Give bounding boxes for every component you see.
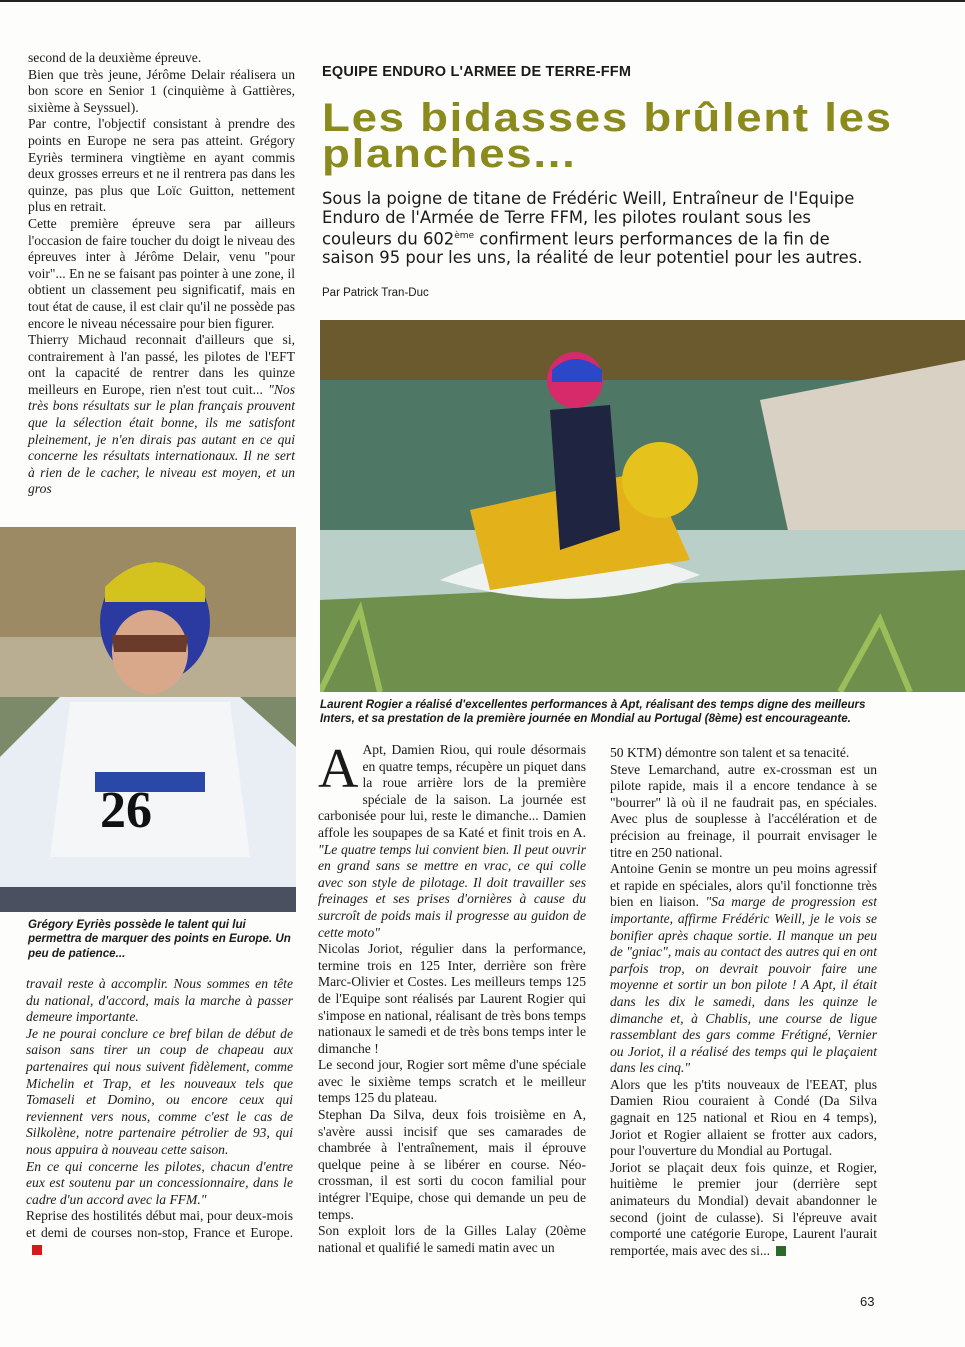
rider-photo-illustration [0,527,296,912]
motocross-photo-caption: Laurent Rogier a réalisé d'excellentes performances à Apt, réalisant des temps digne des meilleurs Inters, et sa prestation de la première journée en Mondial au Portugal (8ème) est encourageante. [320,698,866,726]
paragraph [26,1208,293,1258]
paragraph [318,738,586,941]
text-run: Reprise des hostilités début mai, pour deux-mois et demi de courses non-stop, France et Europe. [26,1208,293,1240]
svg-text:26: 26 [100,782,152,839]
paragraph: Stephan Da Silva, deux fois troisième en A, s'avère aussi incisif que ses camarades de chambrée à l'entraînement, mais il éprouve quelque peine à se libérer en course. Néo-crossman, il est sorti du cocon familial pour intégrer l'Equipe, chose qui demande un peu de temps. [318,1107,586,1222]
headline: Les bidasses brûlent les planches... [322,96,893,176]
drop-cap: A [318,738,359,800]
lead-text-end: confirment leurs performances de la fin de saison 95 pour les uns, la réalité de leur potentiel pour les autres. [322,229,863,268]
column-1-top [28,50,295,498]
paragraph: second de la deuxième épreuve. [28,50,202,65]
text-run: Apt, Damien Riou, qui roule désormais en quatre temps, récupère un piquet dans la roue arrière lors de la première spéciale de la saison. La journée est carbonisée pour lui, reste le dimanche... Damien affole les soupapes de sa Katé et finit trois en A. [318,742,586,840]
text-run: Antoine Genin se montre un peu moins agressif et rapide en spéciales, alors qu'il fonctionne très bien en liaison. [610,861,877,910]
quote-run: "Nos très bons résultats sur le plan français prouvent que la sélection était bonne, ils me satisfont pleinement, je n'en dirais pas autant en ce qui concerne les résultats internationaux. Il ne sert à rien de le cacher, le niveau est moyen, et un gros [28,381,295,497]
lead-text: Sous la poigne de titane de Frédéric Weill, Entraîneur de l'Equipe Enduro de l'Armée de Terre FFM, les pilotes roulant sous les couleurs du 602 [322,189,855,249]
paragraph: Steve Lemarchand, autre ex-crossman est un pilote rapide, mais il a encore tendance à se "bourrer" là où il ne faudrait pas, en spéciales. Avec plus de souplesse à l'accélération et de précision au freinage, il pourrait envisager le titre en 250 national. [610,761,877,860]
paragraph [610,861,877,1077]
quote-run: "Le quatre temps lui convient bien. Il peut ouvrir en grand sans se mettre en vrac, ce qui colle avec son style de pilotage. Il doit travailler ses freinages et ses prises d'ornières à cause du surcroît de poids mais il progresse au guidon de cette moto" [318,841,586,940]
paragraph: Le second jour, Rogier sort même d'une spéciale avec le sixième temps scratch et le meilleur temps 125 du plateau. [318,1057,586,1106]
paragraph: Bien que très jeune, Jérôme Delair réalisera un bon score en Senior 1 (cinquième à Gattières, sixième à Seyssuel). [28,66,295,115]
paragraph: Son exploit lors de la Gilles Lalay (20ème national et qualifié le samedi matin avec un [318,1223,586,1255]
paragraph [610,1160,877,1260]
lead-paragraph [322,190,882,268]
top-rule [0,0,965,2]
column-1-bottom [26,976,293,1258]
motocross-photo [320,320,965,692]
end-mark-icon [776,1246,786,1256]
page-number: 63 [860,1294,875,1309]
lead-superscript: ème [454,231,475,242]
byline: Par Patrick Tran-Duc [322,287,429,299]
text-run: Thierry Michaud reconnait d'ailleurs que si, contrairement à l'an passé, les pilotes de l'EFT ont la capacité de rentrer dans les quinze meilleurs en Europe, rien n'est tout cuit... [28,332,295,397]
quote-paragraph: Je ne pourai conclure ce bref bilan de début de saison sans tirer un coup de chapeau aux partenaires qui nous suivent fidèlement, comme Michelin et Trap, et les nouveaux tels que Tomaseli et Domino, ou encore ceux qui reviennent vers nous, comme c'est le cas de Silkolène, notre partenaire pétrolier de 93, qui nous appuira à nouveau cette saison. [26,1025,293,1157]
paragraph: Cette première épreuve sera par ailleurs l'occasion de faire toucher du doigt le niveau des épreuves inter à Jérôme Delair, venu "pour voir"... En ne se faisant pas pointer à une zone, il obtient un classement peu significatif, mais en tout état de cause, il est clair qu'il ne possède pas encore le niveau nécessaire pour bien figurer. [28,215,295,331]
paragraph [28,332,295,498]
paragraph: Par contre, l'objectif consistant à prendre des points en Europe ne sera pas atteint. Grégory Eyriès terminera vingtième en ayant commis deux grosses erreurs et ne il rentrera pas dans les quinze, pas plus que Loïc Guitton, nettement plus en retrait. [28,116,295,215]
rider-photo-caption: Grégory Eyriès possède le talent qui lui permettra de marquer des points en Europe. Un peu de patience... [28,918,291,960]
column-2 [318,738,586,1256]
paragraph: Nicolas Joriot, régulier dans la performance, termine trois en 125 Inter, derrière son frère Marc-Olivier et Costes. Les meilleurs temps 125 de l'Equipe sont réalisés par Laurent Rogier qui s'impose en national, réalisant de très bons temps nationaux le samedi et de très bons temps inter le dimanche ! [318,941,586,1056]
rider-photo [0,527,296,912]
paragraph: 50 KTM) démontre son talent et sa tenacité. [610,745,850,760]
kicker: EQUIPE ENDURO L'ARMEE DE TERRE-FFM [322,64,632,80]
quote-run: "Sa marge de progression est importante, affirme Frédéric Weill, je le vois se bonifier après chaque sortie. Il manque un peu de "gniac", mais au contact des autres qui en ont parfois trop, on devrait pouvoir faire une moyenne et sortir un bon pilote ! A Apt, il était dans les dix le samedi, dans les quinze le dimanche et, à Chablis, une course de ligue rassemblant des gars comme Frétigné, Vernier ou Joriot, il a réalisé des temps qui le plaçaient dans les cinq." [610,894,877,1076]
quote-paragraph: En ce qui concerne les pilotes, chacun d'entre eux est soutenu par un concessionnaire, dans le cadre d'un accord avec la FFM." [26,1158,293,1207]
text-run: Joriot se plaçait deux fois quinze, et Rogier, huitième le premier jour (derrière sept animateurs du Mondial) devait abandonner le second (joint de culasse). Si l'épreuve avait comporté une catégorie Europe, Laurent l'aurait remportée, mais avec des si... [610,1159,877,1258]
end-mark-icon [32,1245,42,1255]
paragraph: Alors que les p'tits nouveaux de l'EEAT, plus Damien Riou couraient à Condé (Da Silva gagnait en 125 national et Riou en 4 temps), Joriot et Rogier allaient se frotter aux cadors, pour l'ouverture du Mondial au Portugal. [610,1076,877,1159]
quote-paragraph: travail reste à accomplir. Nous sommes en tête du national, d'accord, mais la marche à passer demeure importante. [26,976,293,1025]
column-3 [610,745,877,1259]
motocross-photo-illustration [320,320,965,692]
